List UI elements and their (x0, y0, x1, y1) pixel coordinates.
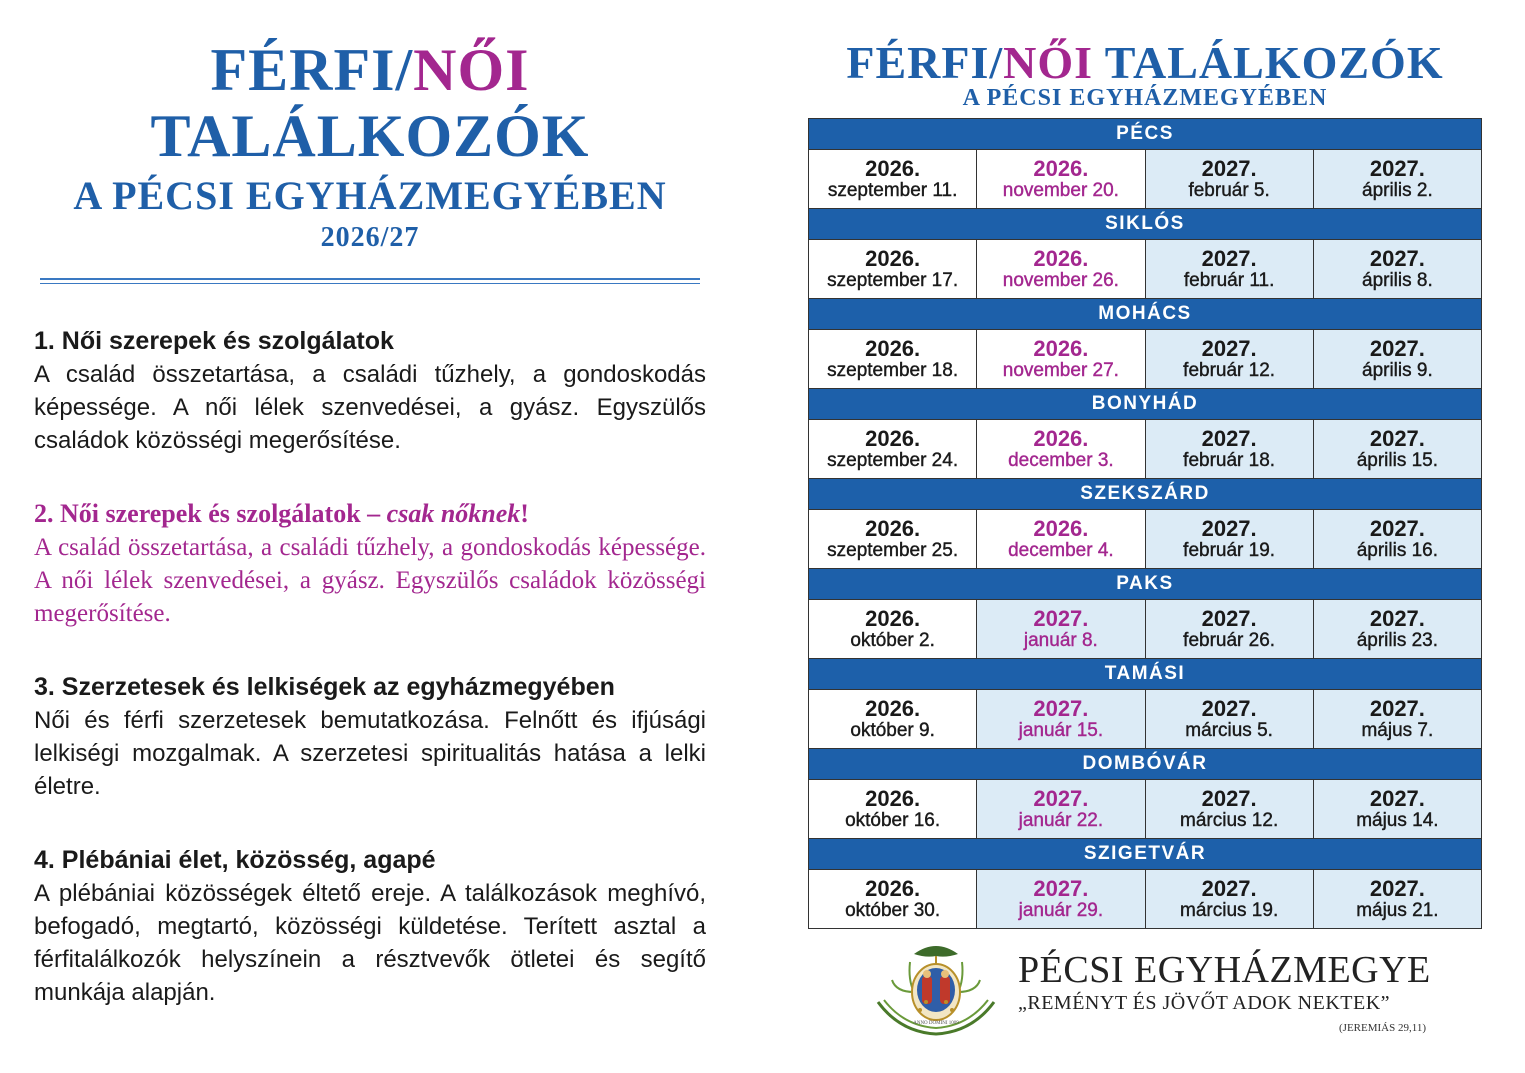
date-day: szeptember 18. (827, 360, 959, 381)
date-year: 2026. (865, 156, 921, 181)
date-year: 2027. (1033, 606, 1089, 631)
date-cell (1146, 600, 1314, 658)
date-day: szeptember 11. (827, 180, 958, 201)
date-cell (1314, 690, 1481, 748)
date-cell (1314, 330, 1481, 388)
date-cell (977, 150, 1145, 208)
date-day: január 15. (1018, 720, 1104, 741)
date-cell (977, 240, 1145, 298)
date-row (809, 690, 1481, 749)
motto-reference: (JEREMIÁS 29,11) (1339, 1022, 1426, 1034)
date-day: május 21. (1356, 900, 1439, 921)
date-year: 2027. (1369, 336, 1425, 361)
date-cell (977, 510, 1145, 568)
date-cell (809, 240, 977, 298)
date-day: március 12. (1180, 810, 1279, 831)
date-year: 2027. (1369, 606, 1425, 631)
date-day: október 16. (845, 810, 941, 831)
date-year: 2027. (1033, 786, 1089, 811)
topic-heading-text: 2. Női szerepek és szolgálatok – (34, 499, 387, 528)
topic-4 (34, 843, 706, 1009)
date-cell (977, 420, 1145, 478)
diocese-footer (870, 940, 1430, 1040)
date-year: 2027. (1369, 876, 1425, 901)
region-header: SIKLÓS (809, 209, 1481, 240)
schedule-title (808, 37, 1482, 88)
topic-body: A család összetartása, a családi tűzhely, a gondoskodás képessége. A női lélek szenvedései, a gyász. Egyszülős családok közösségi megerősítése. (34, 534, 706, 627)
left-title-line3: A PÉCSI EGYHÁZMEGYÉBEN (73, 173, 667, 218)
date-cell (1314, 240, 1481, 298)
date-cell (809, 690, 977, 748)
date-row (809, 780, 1481, 839)
date-row (809, 330, 1481, 389)
date-year: 2027. (1201, 876, 1257, 901)
date-day: február 19. (1183, 540, 1276, 561)
region-header: PÉCS (809, 119, 1481, 150)
date-year: 2026. (865, 606, 921, 631)
date-cell (1146, 510, 1314, 568)
date-cell (1314, 870, 1481, 928)
date-day: április 9. (1362, 360, 1433, 381)
date-year: 2027. (1369, 246, 1425, 271)
schedule-title-noi: NŐI (1003, 37, 1094, 88)
date-day: április 15. (1356, 450, 1439, 471)
region-header: SZIGETVÁR (809, 839, 1481, 870)
date-year: 2026. (1033, 516, 1089, 541)
date-day: április 2. (1362, 180, 1433, 201)
date-day: október 30. (845, 900, 941, 921)
date-cell (1314, 150, 1481, 208)
topic-heading: 1. Női szerepek és szolgálatok (34, 327, 394, 355)
date-cell (1314, 780, 1481, 838)
title-noi: NŐI (413, 37, 530, 103)
date-day: április 8. (1362, 270, 1433, 291)
date-day: február 5. (1188, 180, 1270, 201)
left-year: 2026/27 (320, 222, 420, 253)
date-year: 2027. (1369, 426, 1425, 451)
date-day: szeptember 17. (827, 270, 959, 291)
date-day: március 5. (1185, 720, 1273, 741)
date-cell (977, 330, 1145, 388)
topic-body: Női és férfi szerzetesek bemutatkozása. Felnőtt és ifjúsági lelkiségi mozgalmak. A szerzetesi spiritualitás hatása a lelki életre. (34, 707, 706, 800)
date-year: 2027. (1369, 786, 1425, 811)
date-day: február 26. (1183, 630, 1276, 651)
date-year: 2026. (1033, 426, 1089, 451)
date-year: 2027. (1201, 606, 1257, 631)
region-header: SZEKSZÁRD (809, 479, 1481, 510)
left-title-line1 (34, 37, 706, 103)
date-cell (977, 690, 1145, 748)
date-day: január 8. (1023, 630, 1098, 651)
date-year: 2026. (1033, 156, 1089, 181)
date-day: február 12. (1183, 360, 1276, 381)
date-day: március 19. (1180, 900, 1279, 921)
date-cell (809, 510, 977, 568)
date-year: 2026. (865, 426, 921, 451)
date-cell (977, 870, 1145, 928)
date-day: október 9. (850, 720, 935, 741)
date-year: 2026. (865, 696, 921, 721)
date-year: 2027. (1369, 156, 1425, 181)
date-day: november 27. (1002, 360, 1119, 381)
schedule-subtitle: A PÉCSI EGYHÁZMEGYÉBEN (962, 85, 1328, 111)
date-day: szeptember 25. (827, 540, 959, 561)
date-cell (809, 330, 977, 388)
date-year: 2026. (1033, 246, 1089, 271)
date-year: 2027. (1201, 696, 1257, 721)
date-day: szeptember 24. (827, 450, 959, 471)
topic-heading (34, 497, 706, 531)
region-header: MOHÁCS (809, 299, 1481, 330)
date-cell (809, 600, 977, 658)
topic-heading: 4. Plébániai élet, közösség, agapé (34, 846, 436, 874)
date-year: 2026. (865, 246, 921, 271)
region-header: PAKS (809, 569, 1481, 600)
date-cell (1146, 870, 1314, 928)
date-year: 2027. (1201, 426, 1257, 451)
date-cell (1314, 510, 1481, 568)
date-day: december 4. (1008, 540, 1114, 561)
date-year: 2026. (1033, 336, 1089, 361)
date-year: 2027. (1369, 696, 1425, 721)
schedule-table (808, 118, 1482, 929)
date-day: január 22. (1018, 810, 1104, 831)
date-year: 2027. (1201, 156, 1257, 181)
title-divider (40, 278, 700, 284)
date-year: 2026. (865, 336, 921, 361)
right-column (808, 37, 1482, 929)
date-cell (809, 780, 977, 838)
date-day: április 23. (1356, 630, 1439, 651)
date-year: 2026. (865, 786, 921, 811)
date-row (809, 870, 1481, 928)
date-row (809, 240, 1481, 299)
date-cell (1146, 330, 1314, 388)
date-day: január 29. (1018, 900, 1104, 921)
date-cell (977, 780, 1145, 838)
left-column (34, 37, 706, 1009)
date-cell (809, 870, 977, 928)
diocese-name: PÉCSI EGYHÁZMEGYE (1018, 949, 1431, 991)
date-year: 2027. (1201, 516, 1257, 541)
date-year: 2027. (1033, 876, 1089, 901)
schedule-title-ferfi: FÉRFI/ (846, 37, 1004, 88)
left-title-line2: TALÁLKOZÓK (150, 103, 590, 169)
diocese-motto: „REMÉNYT ÉS JÖVŐT ADOK NEKTEK” (1018, 992, 1391, 1014)
date-row (809, 420, 1481, 479)
date-cell (809, 150, 977, 208)
date-row (809, 510, 1481, 569)
date-year: 2027. (1369, 516, 1425, 541)
date-day: november 20. (1002, 180, 1119, 201)
date-cell (1314, 420, 1481, 478)
diocese-coat-of-arms-icon (870, 940, 1002, 1036)
date-day: május 14. (1356, 810, 1439, 831)
schedule-title-talalkozok: TALÁLKOZÓK (1093, 37, 1444, 88)
date-day: november 26. (1002, 270, 1119, 291)
date-cell (1146, 420, 1314, 478)
date-cell (1146, 240, 1314, 298)
date-day: február 18. (1183, 450, 1276, 471)
date-cell (809, 420, 977, 478)
date-cell (1146, 150, 1314, 208)
date-cell (1146, 780, 1314, 838)
topic-heading-emphasis: csak nőknek (386, 499, 521, 528)
date-day: május 7. (1361, 720, 1434, 741)
topic-2 (34, 497, 706, 630)
topic-heading: 3. Szerzetesek és lelkiségek az egyházmegyében (34, 673, 615, 701)
logo-caption: ANNO DOMINI 1009 (913, 1021, 959, 1026)
date-cell (1146, 690, 1314, 748)
date-cell (977, 600, 1145, 658)
region-header: BONYHÁD (809, 389, 1481, 420)
date-year: 2026. (865, 516, 921, 541)
date-day: október 2. (850, 630, 935, 651)
region-header: DOMBÓVÁR (809, 749, 1481, 780)
date-year: 2026. (865, 876, 921, 901)
date-year: 2027. (1201, 246, 1257, 271)
date-row (809, 600, 1481, 659)
topic-body: A család összetartása, a családi tűzhely, a gondoskodás képessége. A női lélek szenvedései, a gyász. Egyszülős családok közösségi megerősítése. (34, 361, 706, 454)
title-ferfi: FÉRFI/ (210, 37, 414, 103)
topic-3 (34, 670, 706, 803)
date-cell (1314, 600, 1481, 658)
date-year: 2027. (1033, 696, 1089, 721)
topic-1 (34, 324, 706, 457)
date-day: február 11. (1183, 270, 1275, 291)
date-day: április 16. (1356, 540, 1439, 561)
date-row (809, 150, 1481, 209)
region-header: TAMÁSI (809, 659, 1481, 690)
date-year: 2027. (1201, 336, 1257, 361)
topic-heading-end: ! (520, 499, 529, 528)
date-year: 2027. (1201, 786, 1257, 811)
topic-body: A plébániai közösségek éltető ereje. A találkozások meghívó, befogadó, megtartó, közösségi küldetése. Terített asztal a férfitalálkozók helyszínein a résztvevők ötletei és segítő munkája alapján. (34, 880, 706, 1006)
date-day: december 3. (1008, 450, 1114, 471)
